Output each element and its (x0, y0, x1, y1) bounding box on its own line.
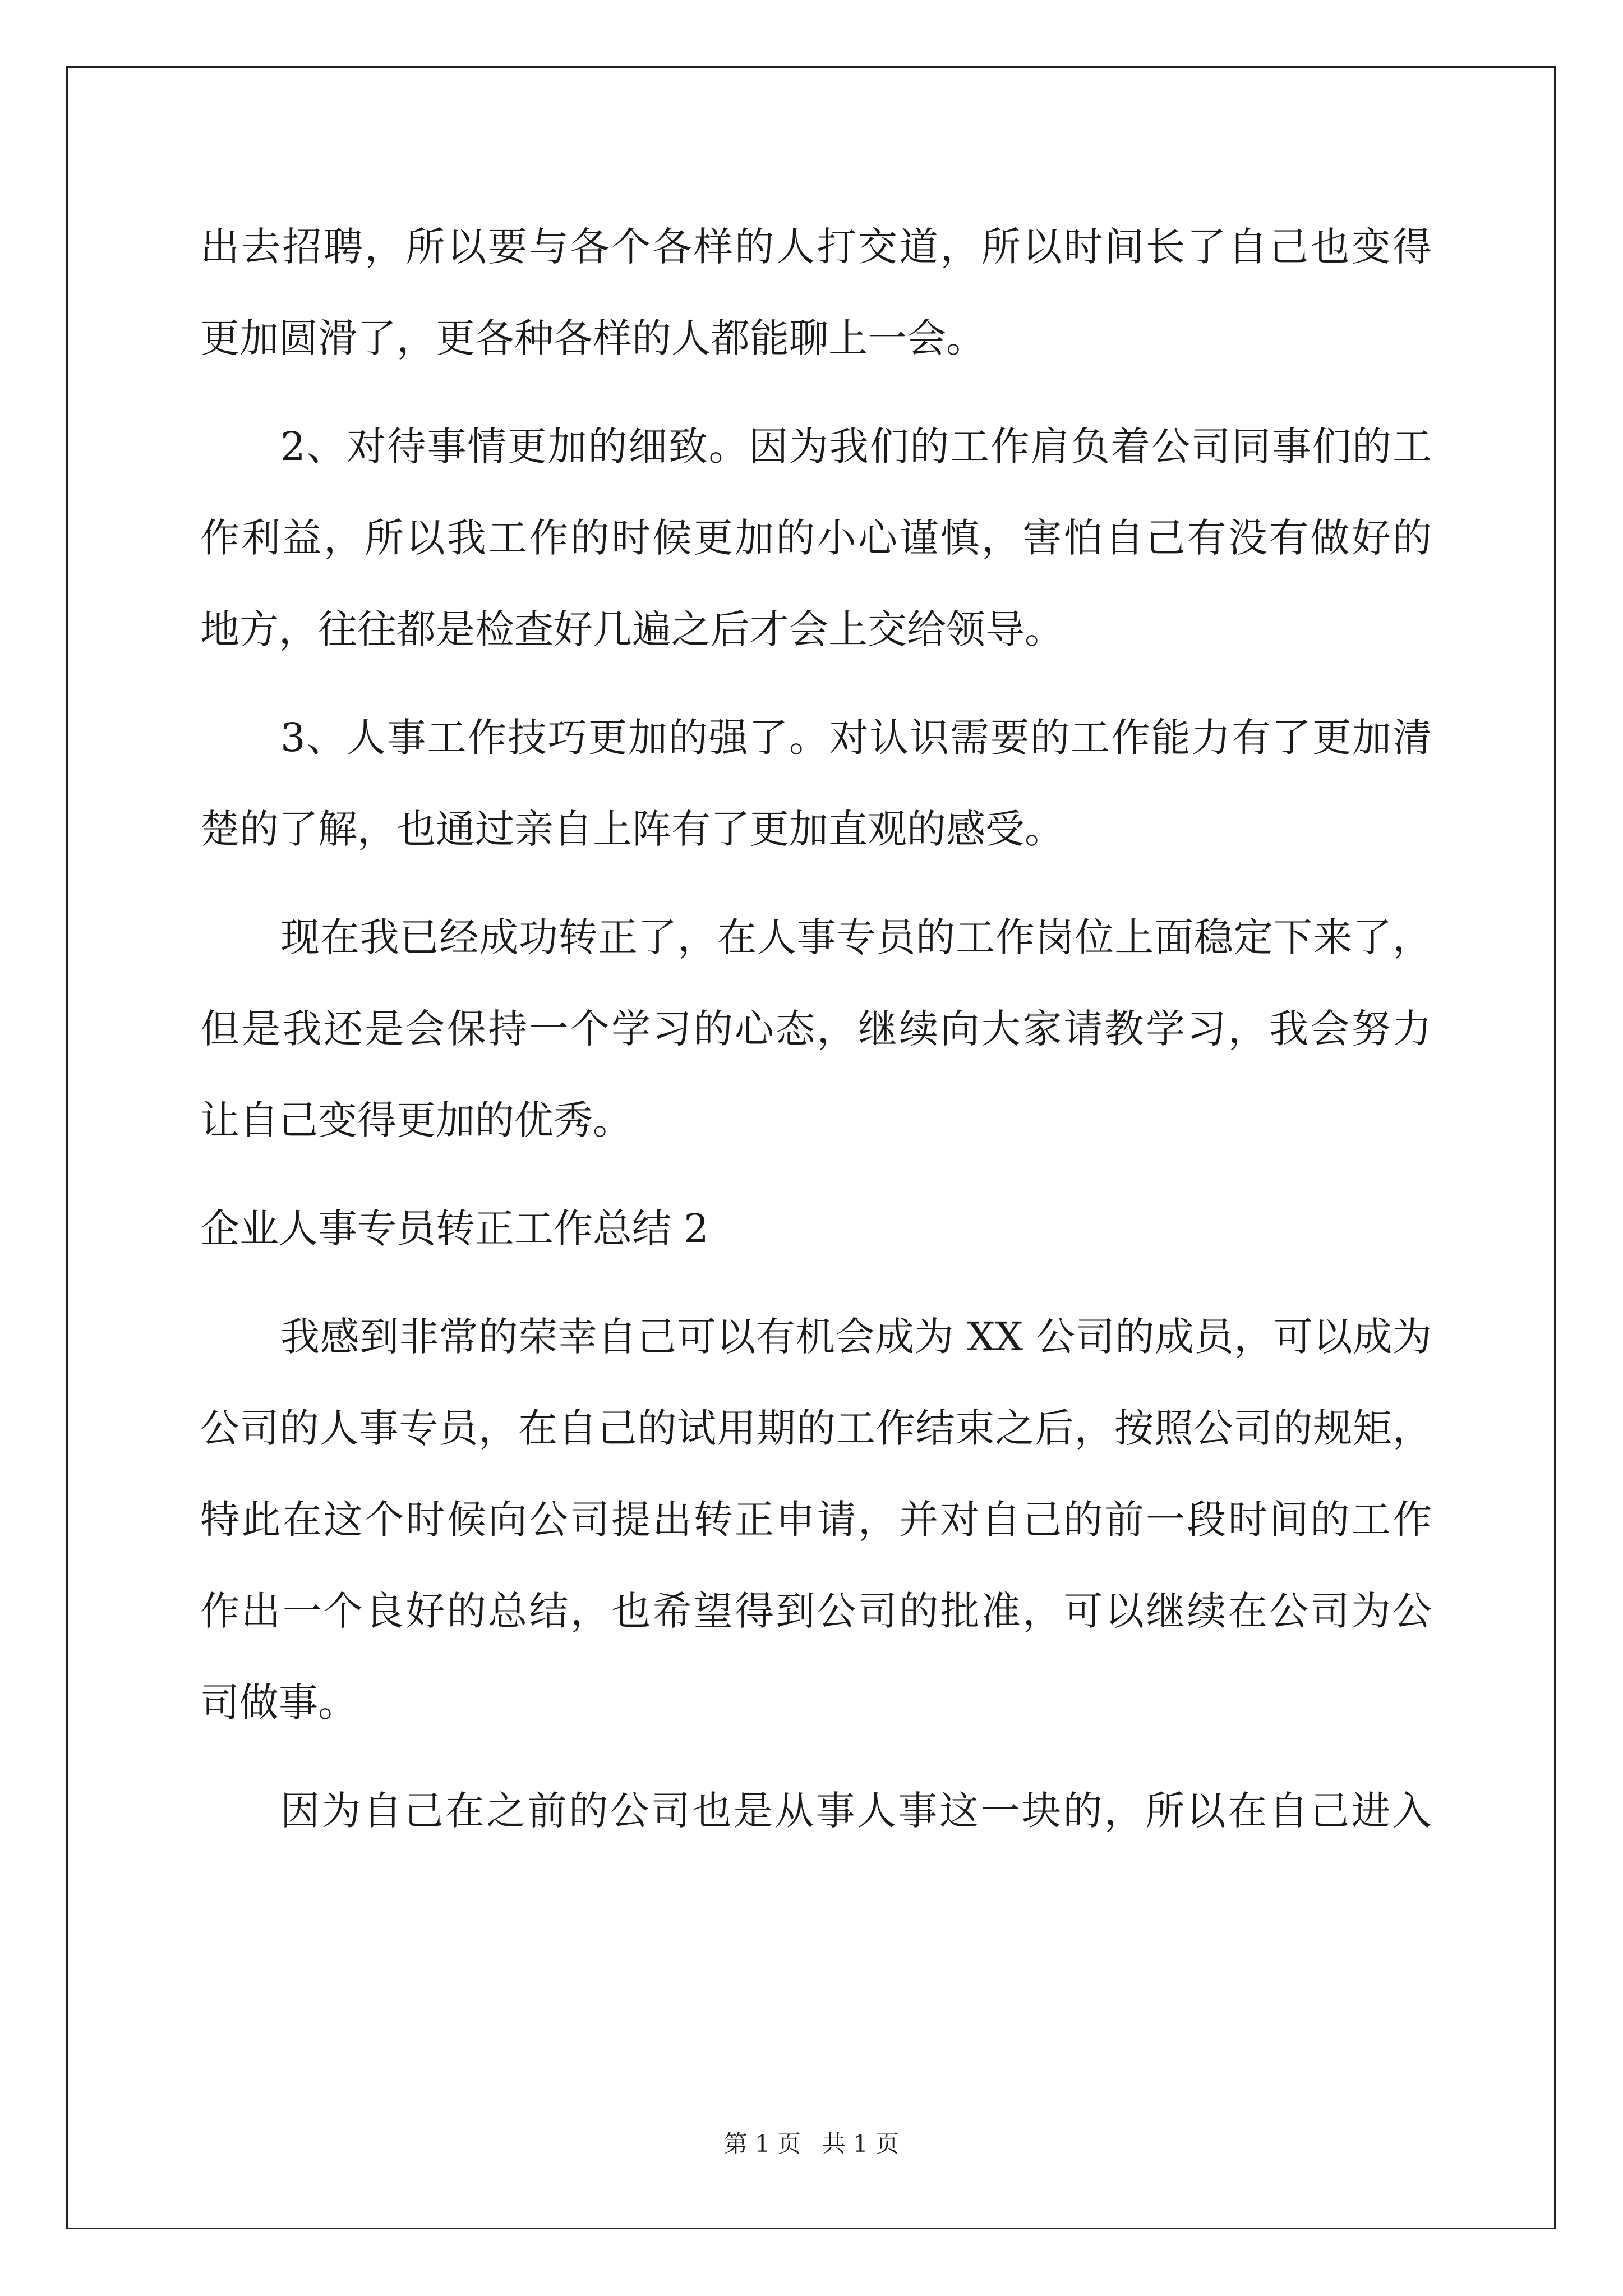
text-line: 作利益，所以我工作的时候更加的小心谨慎，害怕自己有没有做好的 (200, 515, 1432, 561)
text-line: 现在我已经成功转正了，在人事专员的工作岗位上面稳定下来了， (280, 914, 1432, 960)
text-line: 但是我还是会保持一个学习的心态，继续向大家请教学习，我会努力 (200, 1006, 1432, 1052)
text-line: 地方，往往都是检查好几遍之后才会上交给领导。 (200, 606, 1064, 652)
page-border (66, 66, 1556, 2229)
text-line: 出去招聘，所以要与各个各样的人打交道，所以时间长了自己也变得 (200, 224, 1432, 270)
text-line: 特此在这个时候向公司提出转正申请，并对自己的前一段时间的工作 (200, 1497, 1432, 1543)
section-heading: 企业人事专员转正工作总结 2 (200, 1205, 709, 1251)
page-total: 共 1 页 (822, 2130, 900, 2157)
text-line: 3、人事工作技巧更加的强了。对认识需要的工作能力有了更加清 (280, 715, 1432, 761)
page-footer (0, 2129, 1623, 2159)
text-line: 我感到非常的荣幸自己可以有机会成为 XX 公司的成员，可以成为 (280, 1314, 1432, 1360)
text-line: 公司的人事专员，在自己的试用期的工作结束之后，按照公司的规矩， (200, 1405, 1432, 1451)
text-line: 司做事。 (200, 1680, 357, 1726)
text-line: 更加圆滑了，更各种各样的人都能聊上一会。 (200, 315, 985, 361)
text-line: 因为自己在之前的公司也是从事人事这一块的，所以在自己进入 (280, 1788, 1432, 1834)
text-line: 作出一个良好的总结，也希望得到公司的批准，可以继续在公司为公 (200, 1588, 1432, 1634)
text-line: 楚的了解，也通过亲自上阵有了更加直观的感受。 (200, 806, 1064, 852)
text-line: 让自己变得更加的优秀。 (200, 1097, 632, 1143)
text-line: 2、对待事情更加的细致。因为我们的工作肩负着公司同事们的工 (280, 424, 1432, 470)
page-number: 第 1 页 (723, 2130, 801, 2157)
